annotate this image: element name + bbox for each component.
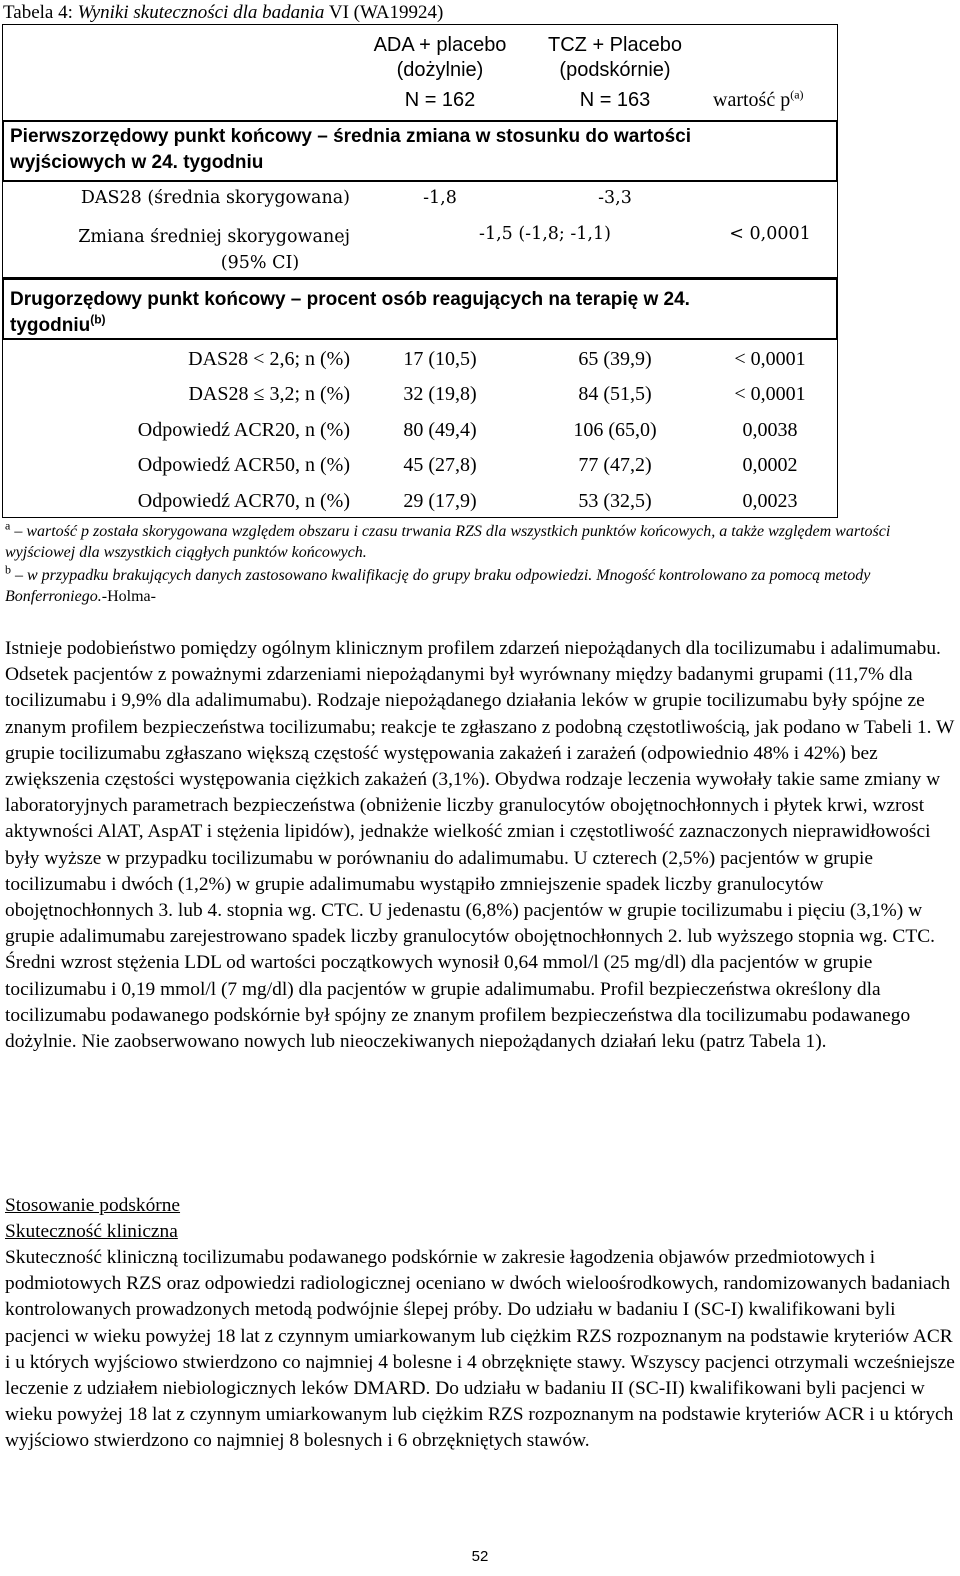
col-header-tcz-line2: (podskórnie) (559, 59, 671, 81)
secondary-row-4-label: Odpowiedź ACR70, n (%) (137, 490, 350, 512)
heading-clinical-efficacy: Skuteczność kliniczna (5, 1221, 178, 1242)
secondary-row-3-label: Odpowiedź ACR50, n (%) (137, 454, 350, 476)
primary-row-1-label-line2: (95% CI) (220, 253, 300, 273)
col-header-tcz (525, 33, 705, 83)
secondary-row-4-p: 0,0023 (742, 490, 798, 512)
paragraph-safety: Istnieje podobieństwo pomiędzy ogólnym klinicznym profilem zdarzeń niepożądanych dla tocilizumabu i adalimumabu. Odsetek pacjentów z poważnymi zdarzeniami niepożądanymi był wyrównany między badanymi grupami (11,7% dla tocilizumabu i 9,9% dla adalimumabu). Rodzaje niepożądanego działania leków w grupie tocilizumabu były spójne ze znanym profilem bezpieczeństwa tocilizumabu; reakcje te zgłaszano z podobną częstotliwością, jak podano w Tabeli 1. W grupie tocilizumabu zgłaszano większą częstość występowania zakażeń i zarażeń (odpowiednio 48% i 42%) bez zwiększenia częstości występowania ciężkich zakażeń (3,1%). Obydwa rodzaje leczenia wywołały takie same zmiany w laboratoryjnych parametrach bezpieczeństwa (obniżenie liczby granulocytów obojętnochłonnych i płytek krwi, wzrost aktywności AlAT, AspAT i stężenia lipidów), jednakże wielkość zmian i częstotliwość zaznaczonych nieprawidłowości były wyższe w przypadku tocilizumabu w porównaniu do adalimumabu. U czterech (2,5%) pacjentów w grupie tocilizumabu i dwóch (1,2%) w grupie adalimumabu wystąpiło zmniejszenie spadek liczby granulocytów obojętnochłonnych 3. lub 4. stopnia wg. CTC. U jedenastu (6,8%) pacjentów w grupie tocilizumabu i pięciu (3,1%) w grupie adalimumabu zarejestrowano spadek liczby granulocytów obojętnochłonnych 2. lub wyższego stopnia wg. CTC. Średni wzrost stężenia LDL od wartości początkowych wynosił 0,64 mmol/l (25 mg/dl) dla pacjentów w grupie tocilizumabu i 0,19 mmol/l (7 mg/dl) dla pacjentów w grupie adalimumabu. Profil bezpieczeństwa określony dla tocilizumabu podawanego podskórnie był spójny ze znanym profilem bezpieczeństwa dla tocilizumabu podawanego dożylnie. Nie zaobserwowano nowych lub nieoczekiwanych niepożądanych działań leku (patrz Tabela 1). (5, 638, 954, 1053)
col-header-ada-line1: ADA + placebo (373, 34, 507, 56)
secondary-header-line2: tygodniu (10, 315, 91, 336)
footnote-a (5, 518, 910, 563)
secondary-endpoint-header (10, 287, 690, 339)
secondary-row-2-label: Odpowiedź ACR20, n (%) (137, 419, 350, 441)
primary-header-line1: Pierwszorzędowy punkt końcowy – średnia zmiana w stosunku do wartości (10, 126, 691, 147)
secondary-row-3-ada: 45 (27,8) (403, 454, 477, 476)
primary-header-line2: wyjściowych w 24. tygodniu (10, 152, 264, 173)
secondary-row-0-tcz: 65 (39,9) (578, 348, 652, 370)
col-header-ada (355, 33, 525, 83)
primary-row-1-p: < 0,0001 (729, 224, 811, 244)
secondary-row-4-ada: 29 (17,9) (403, 490, 477, 512)
secondary-row-0-label: DAS28 < 2,6; n (%) (188, 348, 350, 370)
heading-subcutaneous: Stosowanie podskórne (5, 1195, 181, 1216)
caption-title: Wyniki skuteczności dla badania (77, 2, 325, 23)
footnote-a-text: – wartość p została skorygowana względem obszaru i czasu trwania RZS dla wszystkich punktów końcowych, a także względem wartości wyjściowej dla wszystkich ciągłych punktów końcowych. (5, 523, 891, 561)
secondary-row-0-p: < 0,0001 (734, 348, 806, 370)
p-value-sup: (a) (790, 87, 804, 102)
caption-prefix: Tabela 4: (3, 2, 78, 23)
n-ada: N = 162 (404, 89, 476, 111)
secondary-header-line1: Drugorzędowy punkt końcowy – procent osób reagujących na terapię w 24. (10, 289, 690, 310)
secondary-row-4-tcz: 53 (32,5) (578, 490, 652, 512)
primary-endpoint-header (10, 124, 691, 176)
n-tcz: N = 163 (579, 89, 651, 111)
secondary-header-sup: (b) (90, 312, 106, 327)
secondary-row-2-p: 0,0038 (742, 419, 798, 441)
secondary-row-0-ada: 17 (10,5) (403, 348, 477, 370)
caption-suffix: VI (WA19924) (324, 2, 444, 23)
secondary-row-1-ada: 32 (19,8) (403, 383, 477, 405)
footnote-b (5, 562, 910, 607)
footnote-b-tail: -Holma- (101, 588, 156, 605)
col-header-ada-line2: (dożylnie) (396, 59, 484, 81)
secondary-row-1-tcz: 84 (51,5) (578, 383, 652, 405)
secondary-row-2-ada: 80 (49,4) (403, 419, 477, 441)
primary-row-1-label (30, 224, 350, 276)
secondary-row-3-tcz: 77 (47,2) (578, 454, 652, 476)
secondary-row-1-label: DAS28 ≤ 3,2; n (%) (188, 383, 350, 405)
p-value-header (713, 89, 804, 112)
secondary-row-1-p: < 0,0001 (734, 383, 806, 405)
footnote-b-text: – w przypadku brakujących danych zastosowano kwalifikację do grupy braku odpowiedzi. Mnogość kontrolowano za pomocą metody Bonferroniego. (5, 567, 871, 605)
primary-row-0-tcz: -3,3 (598, 188, 632, 208)
page-number: 52 (471, 1548, 489, 1565)
p-value-label: wartość p (713, 89, 791, 111)
secondary-row-3-p: 0,0002 (742, 454, 798, 476)
footnote-a-mark: a (5, 518, 11, 533)
secondary-row-2-tcz: 106 (65,0) (573, 419, 657, 441)
table-caption (3, 2, 443, 24)
primary-row-1-merged: -1,5 (-1,8; -1,1) (479, 224, 611, 244)
footnote-b-mark: b (5, 562, 11, 577)
primary-row-1-label-line1: Zmiana średniej skorygowanej (78, 227, 350, 247)
col-header-tcz-line1: TCZ + Placebo (548, 34, 682, 56)
paragraph-efficacy: Skuteczność kliniczną tocilizumabu podawanego podskórnie w zakresie łagodzenia objawów przedmiotowych i podmiotowych RZS oraz odpowiedzi radiologicznej oceniano w dwóch wieloośrodkowych, randomizowanych badaniach kontrolowanych prowadzonych metodą podwójnie ślepej próby. Do udziału w badaniu I (SC-I) kwalifikowani byli pacjenci w wieku powyżej 18 lat z czynnym umiarkowanym lub ciężkim RZS rozpoznanym na podstawie kryteriów ACR i u których wyjściowo stwierdzono co najmniej 4 bolesne i 4 obrzęknięte stawy. Wszyscy pacjenci otrzymali wcześniejsze leczenie z udziałem niebiologicznych leków DMARD. Do udziału w badaniu II (SC-II) kwalifikowani byli pacjenci w wieku powyżej 18 lat z czynnym umiarkowanym lub ciężkim RZS rozpoznanym na podstawie kryteriów ACR i u których wyjściowo stwierdzono co najmniej 8 bolesnych i 6 obrzękniętych stawów. (5, 1247, 955, 1452)
primary-row-0-ada: -1,8 (423, 188, 457, 208)
primary-row-0-label: DAS28 (średnia skorygowana) (80, 188, 350, 208)
